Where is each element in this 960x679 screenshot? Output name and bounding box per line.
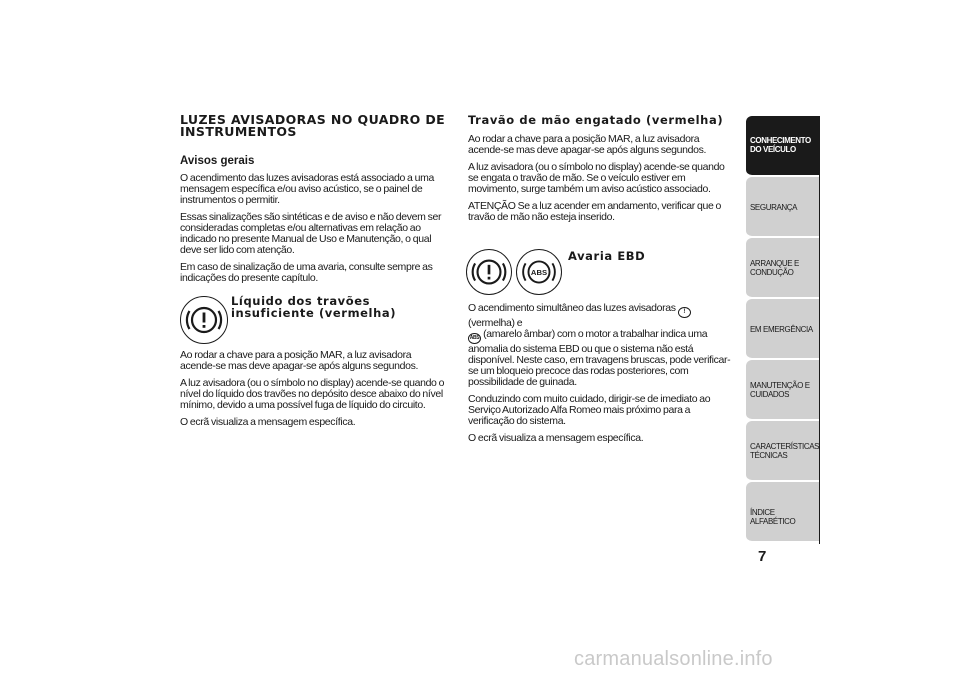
ebd-text-part-a: O acendimento simultâneo das luzes avisadoras: [468, 302, 676, 314]
tab-conhecimento-do-veiculo[interactable]: [746, 116, 820, 176]
tab-label-line2: DO VEÍCULO: [750, 145, 796, 154]
tab-em-emergencia[interactable]: [746, 299, 820, 359]
tab-label-line1: ÍNDICE ALFABÉTICO: [750, 508, 796, 526]
ebd-text: [468, 303, 736, 444]
brake-warning-icon: [181, 297, 227, 343]
sub-heading: Avisos gerais: [180, 155, 255, 167]
paragraph: Ao rodar a chave para a posição MAR, a luz avisadora acende-se mas deve apagar-se após alguns segundos.: [180, 349, 419, 372]
tab-indice-alfabetico[interactable]: [746, 482, 820, 542]
abs-warning-icon: [517, 250, 561, 294]
tab-label: [750, 442, 818, 460]
paragraph: O ecrã visualiza a mensagem específica.: [180, 416, 356, 428]
tab-label-line2: CONDUÇÃO: [750, 268, 794, 277]
tab-label-line1: SEGURANÇA: [750, 203, 798, 212]
tab-label: [750, 203, 818, 212]
paragraph: [468, 303, 736, 388]
tab-arranque-e-conducao[interactable]: [746, 238, 820, 298]
paragraph: Ao rodar a chave para a posição MAR, a luz avisadora acende-se mas deve apagar-se após alguns segundos.: [468, 133, 707, 156]
inline-abs-icon: ABS: [468, 333, 481, 344]
brake-warning-icon-frame: [466, 249, 512, 295]
paragraph: O acendimento das luzes avisadoras está associado a uma mensagem específica e/ou aviso acústico, se o painel de instrumentos o permitir.: [180, 172, 434, 206]
section-title-line2: INSTRUMENTOS: [180, 124, 297, 139]
ebd-text-part-b: (vermelha) e: [468, 317, 523, 329]
tab-seguranca[interactable]: [746, 177, 820, 237]
tab-label: [750, 325, 818, 334]
brake-warning-icon-frame: [180, 296, 228, 344]
section-title: [180, 114, 448, 138]
brake-fluid-heading-line2: insuficiente (vermelha): [231, 306, 397, 320]
abs-warning-icon-frame: [516, 249, 562, 295]
paragraph: ATENÇÃO Se a luz acender em andamento, verificar que o travão de mão não esteja inserido.: [468, 200, 722, 223]
paragraph: O ecrã visualiza a mensagem específica.: [468, 432, 644, 444]
paragraph: Conduzindo com muito cuidado, dirigir-se de imediato ao Serviço Autorizado Alfa Romeo mais próximo para a verificação do sistema.: [468, 393, 711, 427]
paragraph: Essas sinalizações são sintéticas e de aviso e não devem ser consideradas completas e/ou alternativas em relação ao indicado no presente Manual de Uso e Manutenção, o qual deve ser lido com atenção.: [180, 211, 442, 256]
tab-label-line1: CARACTERÍSTICAS: [750, 442, 820, 451]
page-number: 7: [758, 548, 767, 565]
abs-icon-label: ABS: [530, 267, 548, 277]
paragraph: A luz avisadora (ou o símbolo no display) acende-se quando se engata o travão de mão. Se o veículo estiver em movimento, surge também um aviso acústico associado.: [468, 161, 725, 195]
tab-caracteristicas-tecnicas[interactable]: [746, 421, 820, 481]
section-title-line1: LUZES AVISADORAS NO QUADRO DE: [180, 112, 446, 127]
inline-brake-warning-icon: !: [678, 307, 691, 318]
ebd-heading: Avaria EBD: [568, 249, 646, 263]
left-column: [180, 114, 448, 284]
brake-warning-icon: [467, 250, 511, 294]
tab-label-line2: CUIDADOS: [750, 390, 790, 399]
tab-label-line1: EM EMERGÊNCIA: [750, 325, 813, 334]
paragraph: Em caso de sinalização de uma avaria, consulte sempre as indicações do presente capítulo.: [180, 261, 433, 284]
brake-fluid-text: [180, 350, 448, 428]
tab-label: [750, 136, 818, 154]
watermark: carmanualsonline.info: [574, 648, 773, 670]
tab-label: [750, 259, 818, 277]
brake-fluid-heading-line1: Líquido dos travões: [231, 294, 371, 308]
ebd-text-part-c: (amarelo âmbar) com o motor a trabalhar indica uma anomalia do sistema EBD ou que o sistema não está disponível. Neste caso, em travagens bruscas, pode verificar-se um bloqueio precoce das rodas posteriores, com possibilidade de guinada.: [468, 328, 731, 388]
tab-label-line1: ARRANQUE E: [750, 259, 799, 268]
tab-label-line2: TÉCNICAS: [750, 451, 788, 460]
paragraph: A luz avisadora (ou o símbolo no display) acende-se quando o nível do líquido dos travões no depósito desce abaixo do nível mínimo, devido a uma possível fuga de líquido do circuito.: [180, 377, 445, 411]
right-column: [468, 114, 736, 223]
tab-label-line1: CONHECIMENTO: [750, 136, 811, 145]
tab-label: [750, 508, 818, 526]
tabs-edge-rule: [819, 116, 820, 544]
tab-label-line1: MANUTENÇÃO E: [750, 381, 810, 390]
tab-manutencao-e-cuidados[interactable]: [746, 360, 820, 420]
handbrake-heading: Travão de mão engatado (vermelha): [468, 113, 724, 127]
tab-label: [750, 381, 818, 399]
brake-fluid-heading: [231, 295, 451, 319]
